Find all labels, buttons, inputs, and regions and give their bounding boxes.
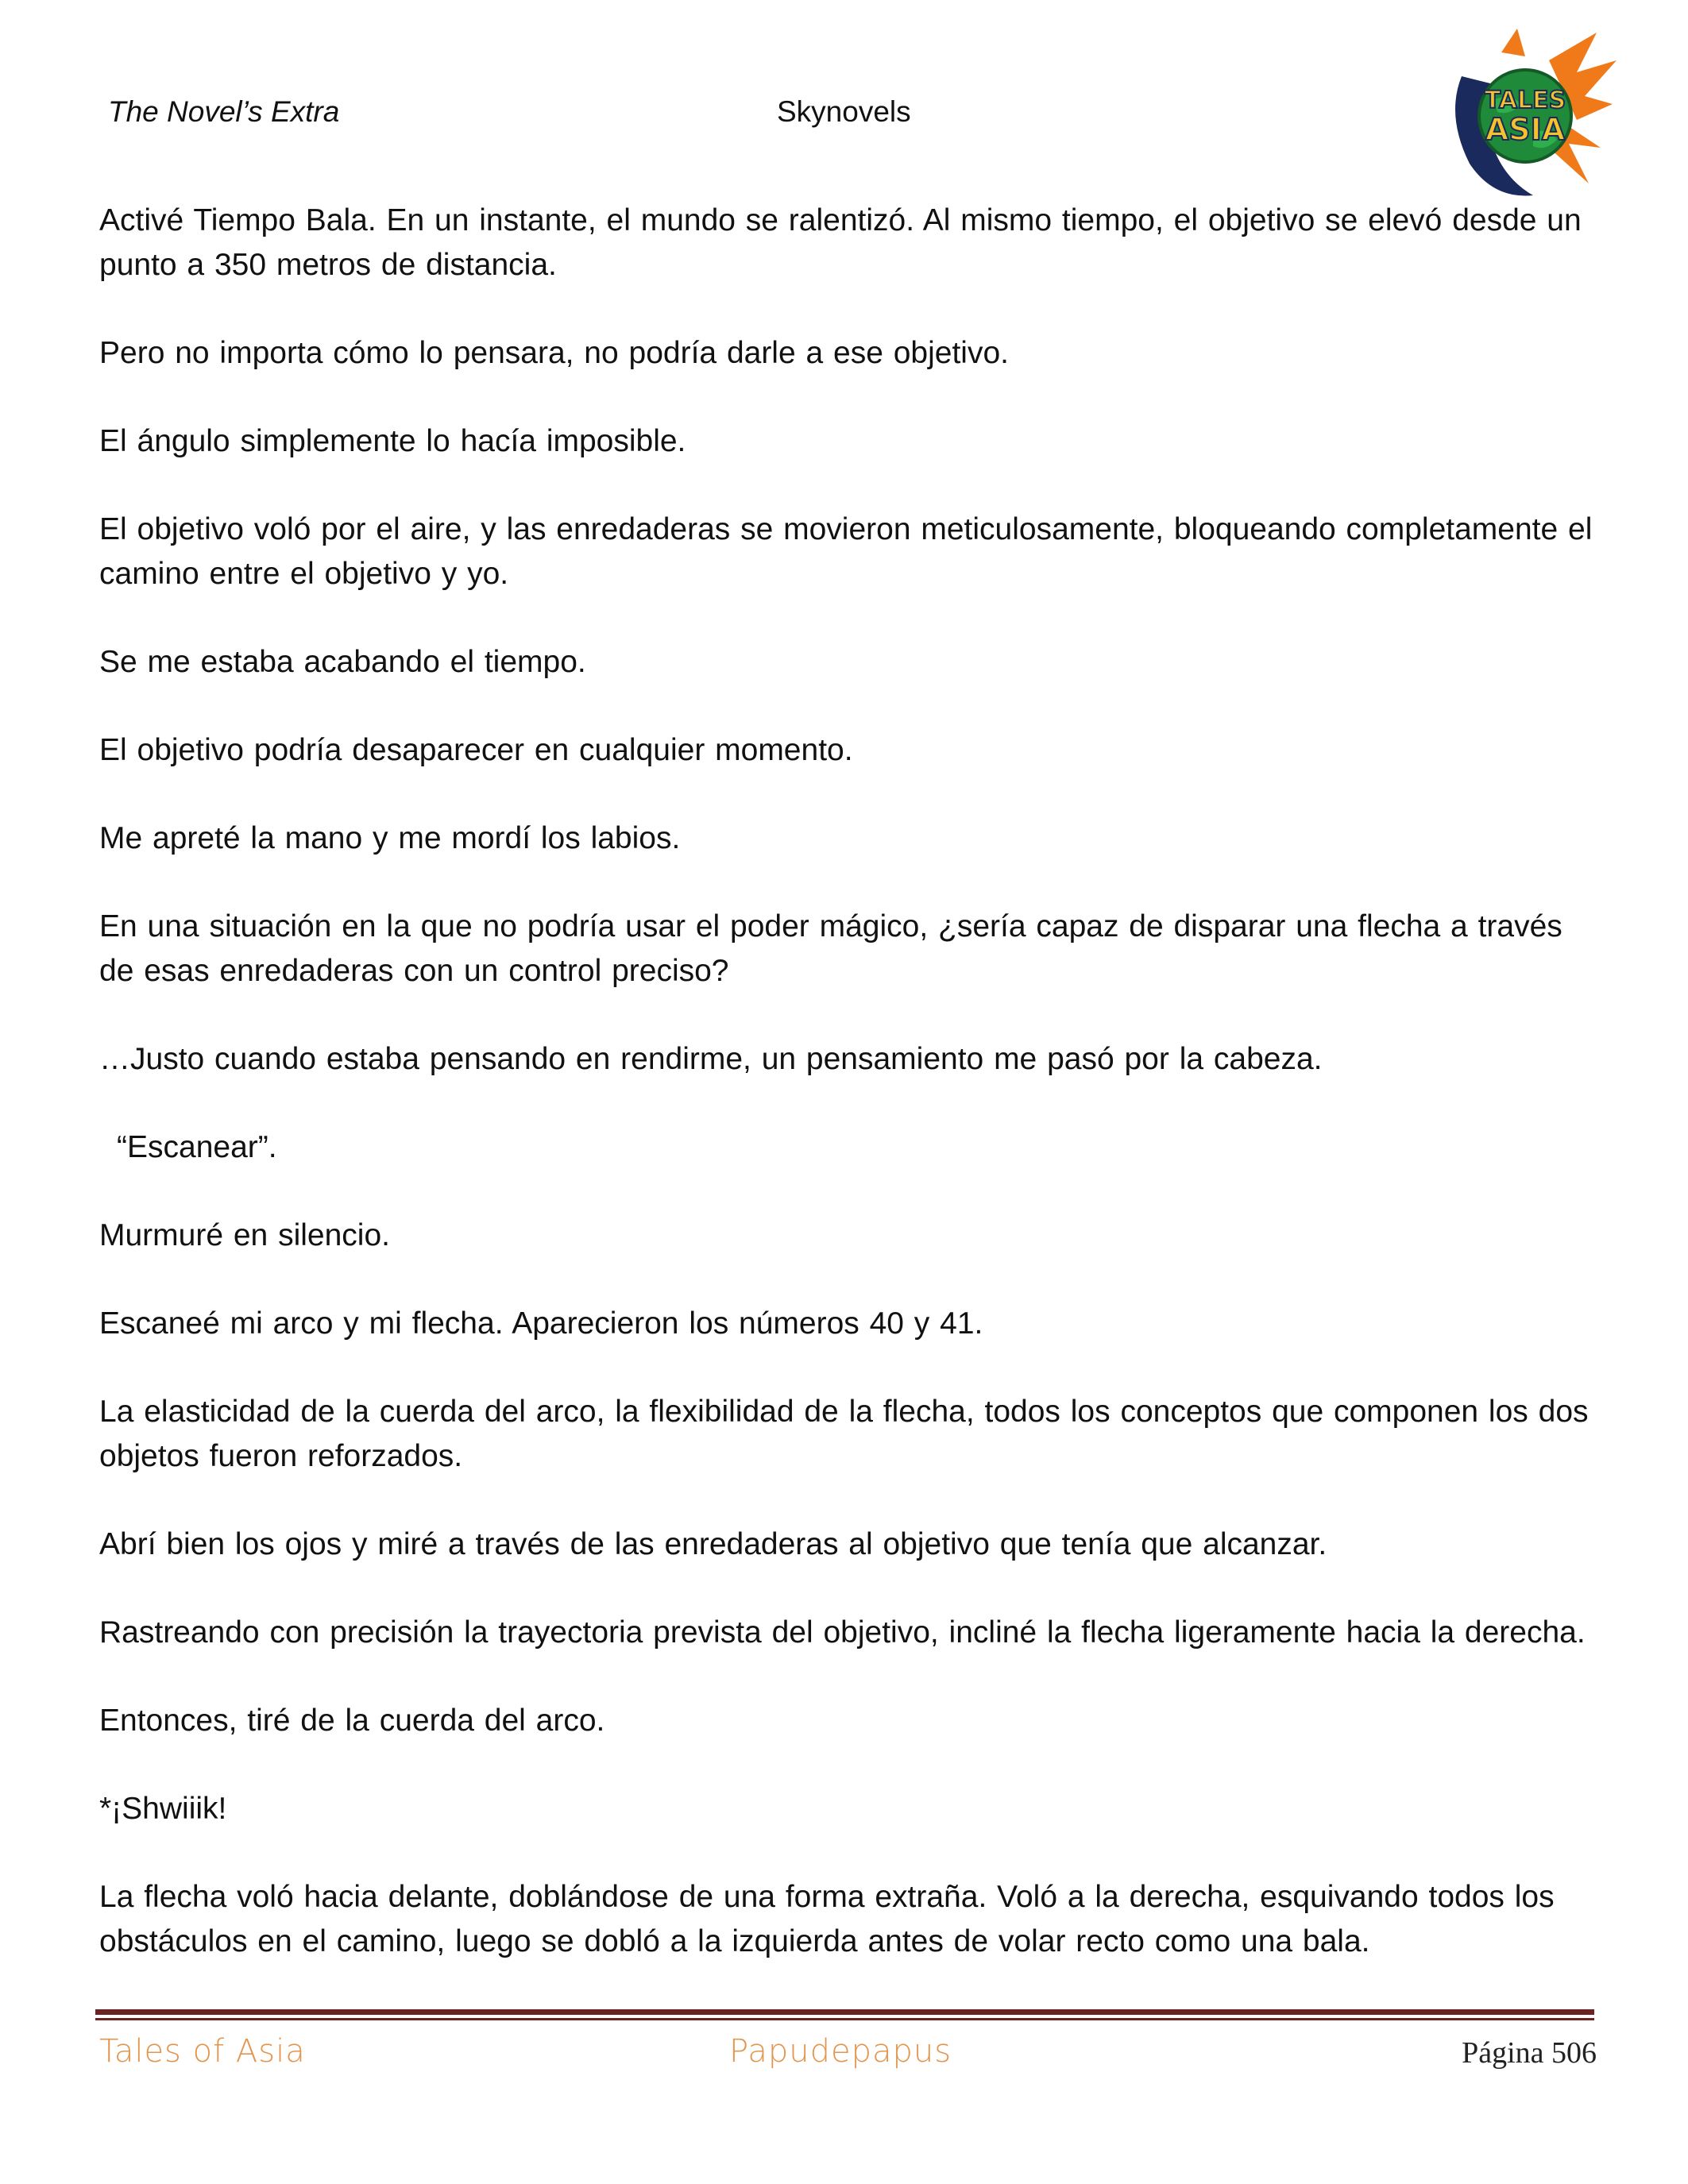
page-number: Página 506 <box>1462 2036 1597 2070</box>
footer-group-name: Tales of Asia <box>99 2033 306 2070</box>
footer-translator: Papudepapus <box>729 2033 952 2070</box>
paragraph: Me apreté la mano y me mordí los labios. <box>99 821 681 855</box>
paragraph: Se me estaba acabando el tiempo. <box>99 645 586 679</box>
paragraph: El objetivo podría desaparecer en cualquier momento. <box>99 733 853 767</box>
tales-of-asia-logo <box>1430 29 1620 203</box>
paragraph: Rastreando con precisión la trayectoria prevista del objetivo, incliné la flecha ligeramente hacia la derecha. <box>99 1615 1586 1650</box>
paragraph: Pero no importa cómo lo pensara, no podría darle a ese objetivo. <box>99 336 1010 370</box>
paragraph: En una situación en la que no podría usar el poder mágico, ¿sería capaz de disparar una flecha a través de esas enredaderas con un control preciso? <box>99 909 1562 988</box>
paragraph: …Justo cuando estaba pensando en rendirme, un pensamiento me pasó por la cabeza. <box>99 1042 1323 1076</box>
paragraph: Escaneé mi arco y mi flecha. Aparecieron los números 40 y 41. <box>99 1306 983 1341</box>
paragraph: La flecha voló hacia delante, doblándose de una forma extraña. Voló a la derecha, esquivando todos los obstáculos en el camino, luego se dobló a la izquierda antes de volar recto como una bala. <box>99 1880 1555 1958</box>
logo-text-bottom: ASIA <box>1485 112 1566 147</box>
book-title: The Novel’s Extra <box>108 95 340 128</box>
paragraph-sound-effect: *¡Shwiiik! <box>99 1792 227 1826</box>
paragraph-dialogue: “Escanear”. <box>117 1130 277 1164</box>
footer-divider-thin <box>95 2018 1594 2020</box>
footer-divider-thick <box>95 2009 1594 2015</box>
paragraph: La elasticidad de la cuerda del arco, la flexibilidad de la flecha, todos los conceptos que componen los dos objetos fueron reforzados. <box>99 1395 1589 1473</box>
logo-text-top: TALES <box>1484 87 1566 114</box>
paragraph: Activé Tiempo Bala. En un instante, el mundo se ralentizó. Al mismo tiempo, el objetivo se elevó desde un punto a 350 metros de distancia. <box>99 203 1582 282</box>
paragraph: Murmuré en silencio. <box>99 1218 390 1252</box>
paragraph: El ángulo simplemente lo hacía imposible. <box>99 424 686 458</box>
paragraph: El objetivo voló por el aire, y las enredaderas se movieron meticulosamente, bloqueando completamente el camino entre el objetivo y yo. <box>99 512 1593 591</box>
site-name: Skynovels <box>777 95 911 128</box>
chapter-body <box>99 199 1593 2008</box>
paragraph: Abrí bien los ojos y miré a través de las enredaderas al objetivo que tenía que alcanzar. <box>99 1527 1327 1561</box>
paragraph: Entonces, tiré de la cuerda del arco. <box>99 1704 605 1738</box>
